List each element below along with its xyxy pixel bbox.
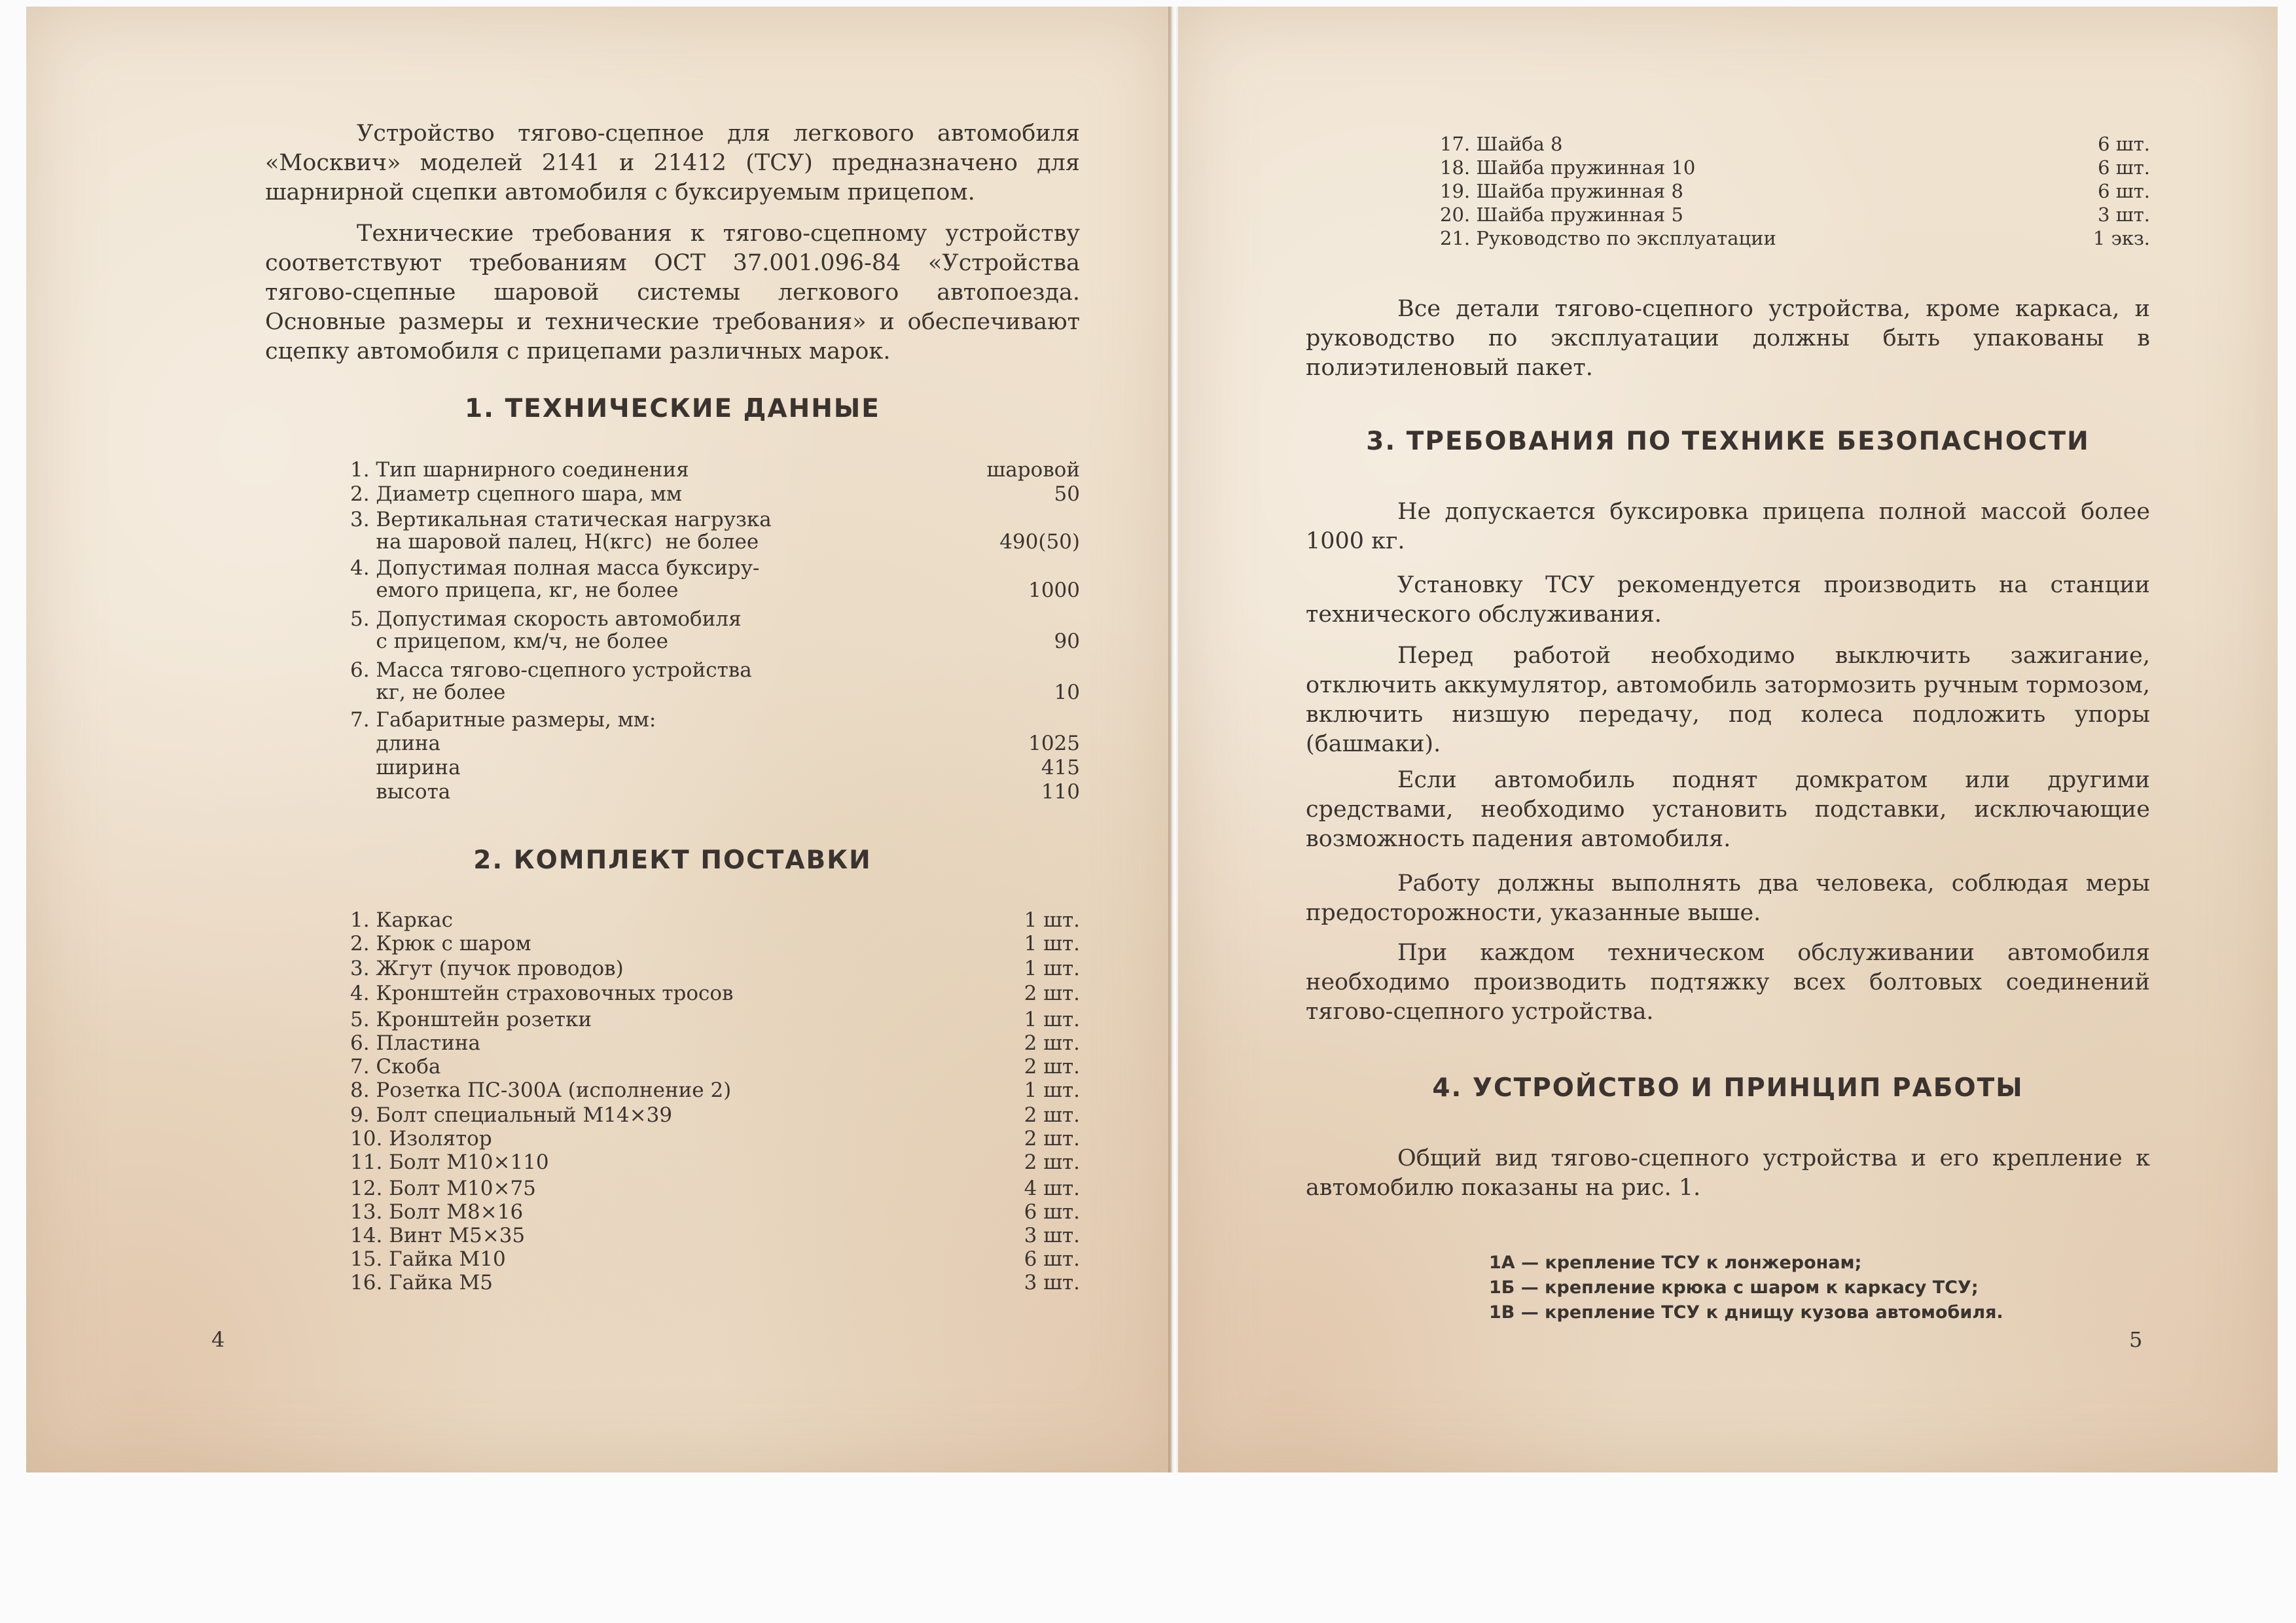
kit-row — [350, 1177, 1080, 1200]
section-4-title: 4. УСТРОЙСТВО И ПРИНЦИП РАБОТЫ — [1432, 1073, 2024, 1103]
kit-row — [350, 1079, 1080, 1102]
kit-quantity: 2 шт. — [1024, 982, 1080, 1005]
safety-paragraph: Установку ТСУ рекомендуется производить на станции технического обслуживания. — [1306, 572, 2150, 628]
kit-row — [1440, 132, 2150, 156]
kit-row — [350, 1031, 1080, 1055]
tech-data-value: шаровой — [986, 458, 1080, 482]
tech-data-label: 7. Габаритные размеры, мм: — [350, 708, 656, 732]
tech-data-row — [350, 780, 1080, 804]
kit-quantity: 6 шт. — [1024, 1200, 1080, 1224]
kit-quantity: 6 шт. — [2098, 133, 2150, 155]
tech-data-row — [350, 530, 1080, 554]
kit-quantity: 1 шт. — [1024, 908, 1080, 932]
kit-row — [350, 1055, 1080, 1079]
kit-label: 16. Гайка М5 — [350, 1271, 493, 1294]
tech-data-label: 2. Диаметр сцепного шара, мм — [350, 482, 683, 506]
kit-label: 8. Розетка ПС-300А (исполнение 2) — [350, 1079, 732, 1102]
tech-data-label: высота — [350, 780, 451, 804]
booklet-spread — [26, 7, 2265, 1472]
tech-data-row — [350, 732, 1080, 755]
kit-row — [350, 908, 1080, 932]
kit-quantity: 3 шт. — [1024, 1271, 1080, 1294]
kit-label: 4. Кронштейн страховочных тросов — [350, 982, 734, 1005]
page-number-right: 5 — [2129, 1327, 2143, 1352]
tech-data-label: емого прицепа, кг, не более — [350, 579, 679, 602]
page-number-left: 4 — [211, 1327, 225, 1352]
tech-data-value: 50 — [1054, 482, 1080, 506]
kit-row — [350, 932, 1080, 955]
safety-paragraph: Работу должны выполнять два человека, соблюдая меры предосторожности, указанные выше. — [1306, 870, 2150, 926]
figure-caption: 1Б — крепление крюка с шаром к каркасу ТСУ; — [1489, 1277, 1979, 1298]
safety-paragraph: Перед работой необходимо выключить зажигание, отключить аккумулятор, автомобиль затормозить ручным тормозом, включить низшую передачу, под колеса подложить упоры (башмаки). — [1306, 643, 2150, 757]
tech-data-row — [350, 658, 1080, 682]
tech-data-label: на шаровой палец, Н(кгс) не более — [350, 530, 759, 554]
kit-label: 9. Болт специальный М14×39 — [350, 1103, 673, 1127]
kit-label: 21. Руководство по эксплуатации — [1440, 227, 1776, 249]
tech-data-row — [350, 508, 1080, 531]
kit-row — [350, 957, 1080, 980]
kit-label: 15. Гайка М10 — [350, 1247, 506, 1271]
page-right — [1178, 7, 2278, 1472]
safety-paragraph: Не допускается буксировка прицепа полной массой более 1000 кг. — [1306, 499, 2150, 554]
kit-quantity: 1 шт. — [1024, 1079, 1080, 1102]
kit-row — [350, 1224, 1080, 1247]
tech-data-row — [350, 556, 1080, 580]
tech-data-row — [350, 630, 1080, 653]
tech-data-label: 4. Допустимая полная масса буксиру- — [350, 556, 760, 580]
kit-row — [350, 1150, 1080, 1174]
tech-data-label: 5. Допустимая скорость автомобиля — [350, 607, 742, 631]
kit-quantity: 1 шт. — [1024, 957, 1080, 980]
kit-label: 1. Каркас — [350, 908, 453, 932]
figure-caption: 1А — крепление ТСУ к лонжеронам; — [1489, 1253, 1862, 1273]
tech-data-label: 1. Тип шарнирного соединения — [350, 458, 689, 482]
tech-data-value: 110 — [1041, 780, 1080, 804]
section-2-title: 2. КОМПЛЕКТ ПОСТАВКИ — [473, 846, 872, 875]
tech-data-row — [350, 756, 1080, 779]
tech-data-row — [350, 681, 1080, 704]
kit-label: 17. Шайба 8 — [1440, 133, 1563, 155]
kit-label: 18. Шайба пружинная 10 — [1440, 156, 1696, 179]
tech-data-label: 6. Масса тягово-сцепного устройства — [350, 658, 752, 682]
device-description: Общий вид тягово-сцепного устройства и его крепление к автомобилю показаны на рис. 1. — [1306, 1145, 2150, 1201]
section-3-title: 3. ТРЕБОВАНИЯ ПО ТЕХНИКЕ БЕЗОПАСНОСТИ — [1366, 427, 2090, 456]
kit-label: 12. Болт М10×75 — [350, 1177, 536, 1200]
tech-data-value: 90 — [1054, 630, 1080, 653]
kit-quantity: 1 шт. — [1024, 1008, 1080, 1031]
kit-quantity: 2 шт. — [1024, 1031, 1080, 1055]
tech-data-label: кг, не более — [350, 681, 506, 704]
tech-data-value: 490(50) — [999, 530, 1080, 554]
kit-quantity: 1 экз. — [2092, 227, 2150, 249]
kit-label: 6. Пластина — [350, 1031, 480, 1055]
tech-data-row — [350, 708, 1080, 732]
tech-data-row — [350, 458, 1080, 482]
kit-row — [350, 1247, 1080, 1271]
kit-row — [350, 1103, 1080, 1127]
kit-row — [1440, 156, 2150, 179]
tech-data-row — [350, 482, 1080, 506]
tech-data-label: длина — [350, 732, 441, 755]
kit-quantity: 2 шт. — [1024, 1150, 1080, 1174]
kit-row — [350, 1200, 1080, 1224]
kit-row — [350, 1127, 1080, 1150]
intro-paragraph-2: Технические требования к тягово-сцепному устройству соответствуют требованиям ОСТ 37.001.096-84 «Устройства тягово-сцепные шаровой системы легкового автопоезда. Основные размеры и технические требования» и обеспечивают сцепку автомобиля с прицепами различных марок. — [265, 221, 1080, 365]
kit-label: 11. Болт М10×110 — [350, 1150, 549, 1174]
kit-quantity: 3 шт. — [2098, 204, 2150, 226]
figure-caption: 1В — крепление ТСУ к днищу кузова автомобиля. — [1489, 1302, 2003, 1323]
kit-label: 7. Скоба — [350, 1055, 441, 1079]
tech-data-row — [350, 579, 1080, 602]
tech-data-value: 1025 — [1028, 732, 1080, 755]
kit-label: 5. Кронштейн розетки — [350, 1008, 592, 1031]
kit-label: 19. Шайба пружинная 8 — [1440, 180, 1683, 202]
kit-label: 13. Болт М8×16 — [350, 1200, 524, 1224]
section-1-title: 1. ТЕХНИЧЕСКИЕ ДАННЫЕ — [465, 394, 880, 423]
kit-quantity: 2 шт. — [1024, 1127, 1080, 1150]
kit-label: 14. Винт М5×35 — [350, 1224, 526, 1247]
kit-label: 2. Крюк с шаром — [350, 932, 531, 955]
kit-row — [1440, 203, 2150, 226]
kit-row — [350, 982, 1080, 1005]
kit-label: 3. Жгут (пучок проводов) — [350, 957, 624, 980]
tech-data-value: 1000 — [1028, 579, 1080, 602]
packaging-note: Все детали тягово-сцепного устройства, кроме каркаса, и руководство по эксплуатации должны быть упакованы в полиэтиленовый пакет. — [1306, 296, 2150, 381]
tech-data-label: с прицепом, км/ч, не более — [350, 630, 668, 653]
kit-quantity: 2 шт. — [1024, 1103, 1080, 1127]
kit-row — [1440, 226, 2150, 250]
kit-quantity: 6 шт. — [1024, 1247, 1080, 1271]
kit-quantity: 6 шт. — [2098, 180, 2150, 202]
page-left — [26, 7, 1172, 1472]
kit-quantity: 6 шт. — [2098, 156, 2150, 179]
kit-row — [350, 1008, 1080, 1031]
safety-paragraph: Если автомобиль поднят домкратом или другими средствами, необходимо установить подставки, исключающие возможность падения автомобиля. — [1306, 767, 2150, 852]
kit-quantity: 1 шт. — [1024, 932, 1080, 955]
safety-paragraph: При каждом техническом обслуживании автомобиля необходимо производить подтяжку всех болтовых соединений тягово-сцепного устройства. — [1306, 940, 2150, 1025]
tech-data-value: 10 — [1054, 681, 1080, 704]
intro-paragraph-1: Устройство тягово-сцепное для легкового автомобиля «Москвич» моделей 2141 и 21412 (ТСУ) предназначено для шарнирной сцепки автомобиля с буксируемым прицепом. — [265, 120, 1080, 205]
kit-quantity: 3 шт. — [1024, 1224, 1080, 1247]
tech-data-row — [350, 607, 1080, 631]
tech-data-label: 3. Вертикальная статическая нагрузка — [350, 508, 772, 531]
tech-data-label: ширина — [350, 756, 461, 779]
kit-row — [1440, 179, 2150, 203]
kit-label: 10. Изолятор — [350, 1127, 492, 1150]
kit-quantity: 2 шт. — [1024, 1055, 1080, 1079]
tech-data-value: 415 — [1041, 756, 1080, 779]
kit-row — [350, 1271, 1080, 1294]
kit-label: 20. Шайба пружинная 5 — [1440, 204, 1683, 226]
kit-quantity: 4 шт. — [1024, 1177, 1080, 1200]
